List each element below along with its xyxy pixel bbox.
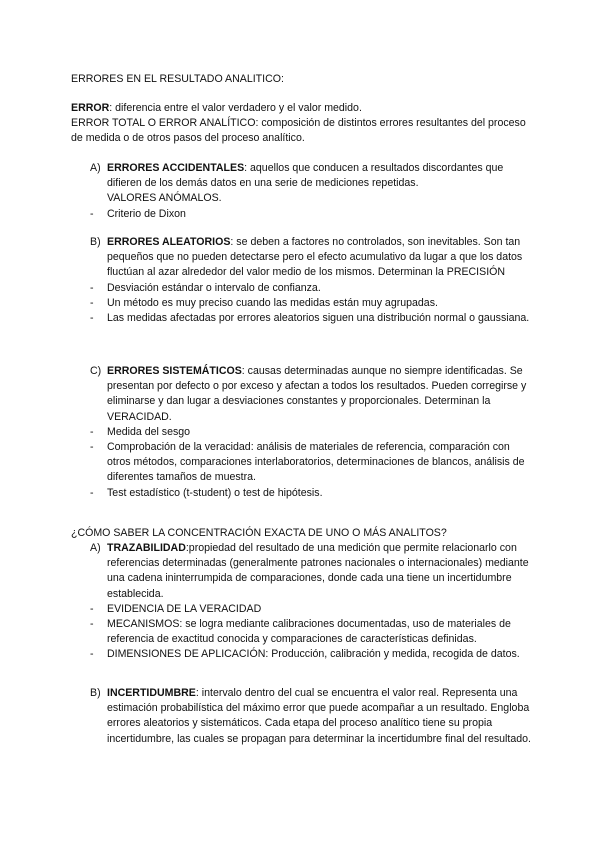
list-item: - Las medidas afectadas por errores aleatorios siguen una distribución normal o gaussiana. (90, 312, 530, 325)
total-error-definition: ERROR TOTAL O ERROR ANALÍTICO: composición de distintos errores resultantes del proceso de medida o de otros pasos del proceso analítico. (71, 117, 526, 145)
incertidumbre-marker: B) (90, 687, 101, 699)
section-a-subnote: VALORES ANÓMALOS. (107, 192, 222, 205)
list-item: - Un método es muy preciso cuando las medidas están muy agrupadas. (90, 296, 438, 309)
section-b-text: ERRORES ALEATORIOS: se deben a factores no controlados, son inevitables. Son tan pequeños que no pueden detectarse pero el efecto acumulativo da lugar a que los datos fluctúan al azar alrededor del valor medio de los mismos. Determinan la PRECISIÓN (107, 236, 523, 279)
question-heading: ¿CÓMO SABER LA CONCENTRACIÓN EXACTA DE UNO O MÁS ANALITOS? (71, 527, 447, 539)
list-item: - DIMENSIONES DE APLICACIÓN: Producción, calibración y medida, recogida de datos. (90, 648, 520, 661)
section-b-aleatorios (71, 235, 531, 326)
section-c-text: ERRORES SISTEMÁTICOS: causas determinadas aunque no siempre identificadas. Se presentan por defecto o por exceso y afectan a todos los resultados. Pueden corregirse y eliminarse y dan lugar a desviaciones constantes y proporcionales. Determinan la VERACIDAD. (107, 365, 527, 423)
list-item: - MECANISMOS: se logra mediante calibraciones documentadas, uso de materiales de referencia de exactitud conocida y comparaciones de características definidas. (90, 618, 511, 646)
list-item: - Comprobación de la veracidad: análisis de materiales de referencia, comparación con otros métodos, comparaciones interlaboratorios, determinaciones de blancos, análisis de diferentes tamaños de muestra. (90, 441, 525, 484)
document-title: ERRORES EN EL RESULTADO ANALITICO: (71, 73, 284, 85)
list-item: - Medida del sesgo (90, 425, 191, 438)
section-a-text: ERRORES ACCIDENTALES: aquellos que conducen a resultados discordantes que difieren de los demás datos en una serie de mediciones repetidas. (107, 162, 504, 190)
list-item: - Criterio de Dixon (71, 207, 531, 222)
list-item: - EVIDENCIA DE LA VERACIDAD (90, 602, 262, 615)
section-c-item (71, 364, 531, 425)
section-b-item (71, 235, 531, 281)
section-c-sistematicos (71, 364, 531, 501)
document-title-block (71, 72, 531, 87)
incertidumbre-text: INCERTIDUMBRE: intervalo dentro del cual se encuentra el valor real. Representa una estimación probabilística del máximo error que puede acompañar a un resultado. Engloba errores aleatorios y sistemáticos. Cada etapa del proceso analítico tiene su propia incertidumbre, las cuales se propagan para determinar la incertidumbre final del resultado. (107, 687, 531, 745)
section-b-marker: B) (90, 236, 101, 248)
incertidumbre-block (71, 686, 531, 747)
trazabilidad-text: TRAZABILIDAD:propiedad del resultado de una medición que permite relacionarlo con referencias determinadas (generalmente patrones nacionales o internacionales) mediante una cadena ininterrumpida de comparaciones, donde cada una tiene un incertidumbre establecida. (107, 542, 529, 600)
section-a-accidentales (71, 161, 531, 222)
list-item: - Test estadístico (t-student) o test de hipótesis. (90, 486, 323, 499)
error-definition: ERROR: diferencia entre el valor verdadero y el valor medido. (71, 102, 362, 114)
trazabilidad-block (71, 541, 531, 663)
incertidumbre-item (71, 686, 531, 747)
section-c-marker: C) (90, 365, 102, 377)
list-item: - Desviación estándar o intervalo de confianza. (90, 281, 321, 294)
section-a-marker: A) (90, 162, 101, 174)
section-a-item (71, 161, 531, 207)
definitions-block (71, 101, 531, 147)
trazabilidad-item (71, 541, 531, 602)
question-block (71, 526, 531, 541)
dash-marker: - (90, 207, 94, 220)
trazabilidad-marker: A) (90, 542, 101, 554)
